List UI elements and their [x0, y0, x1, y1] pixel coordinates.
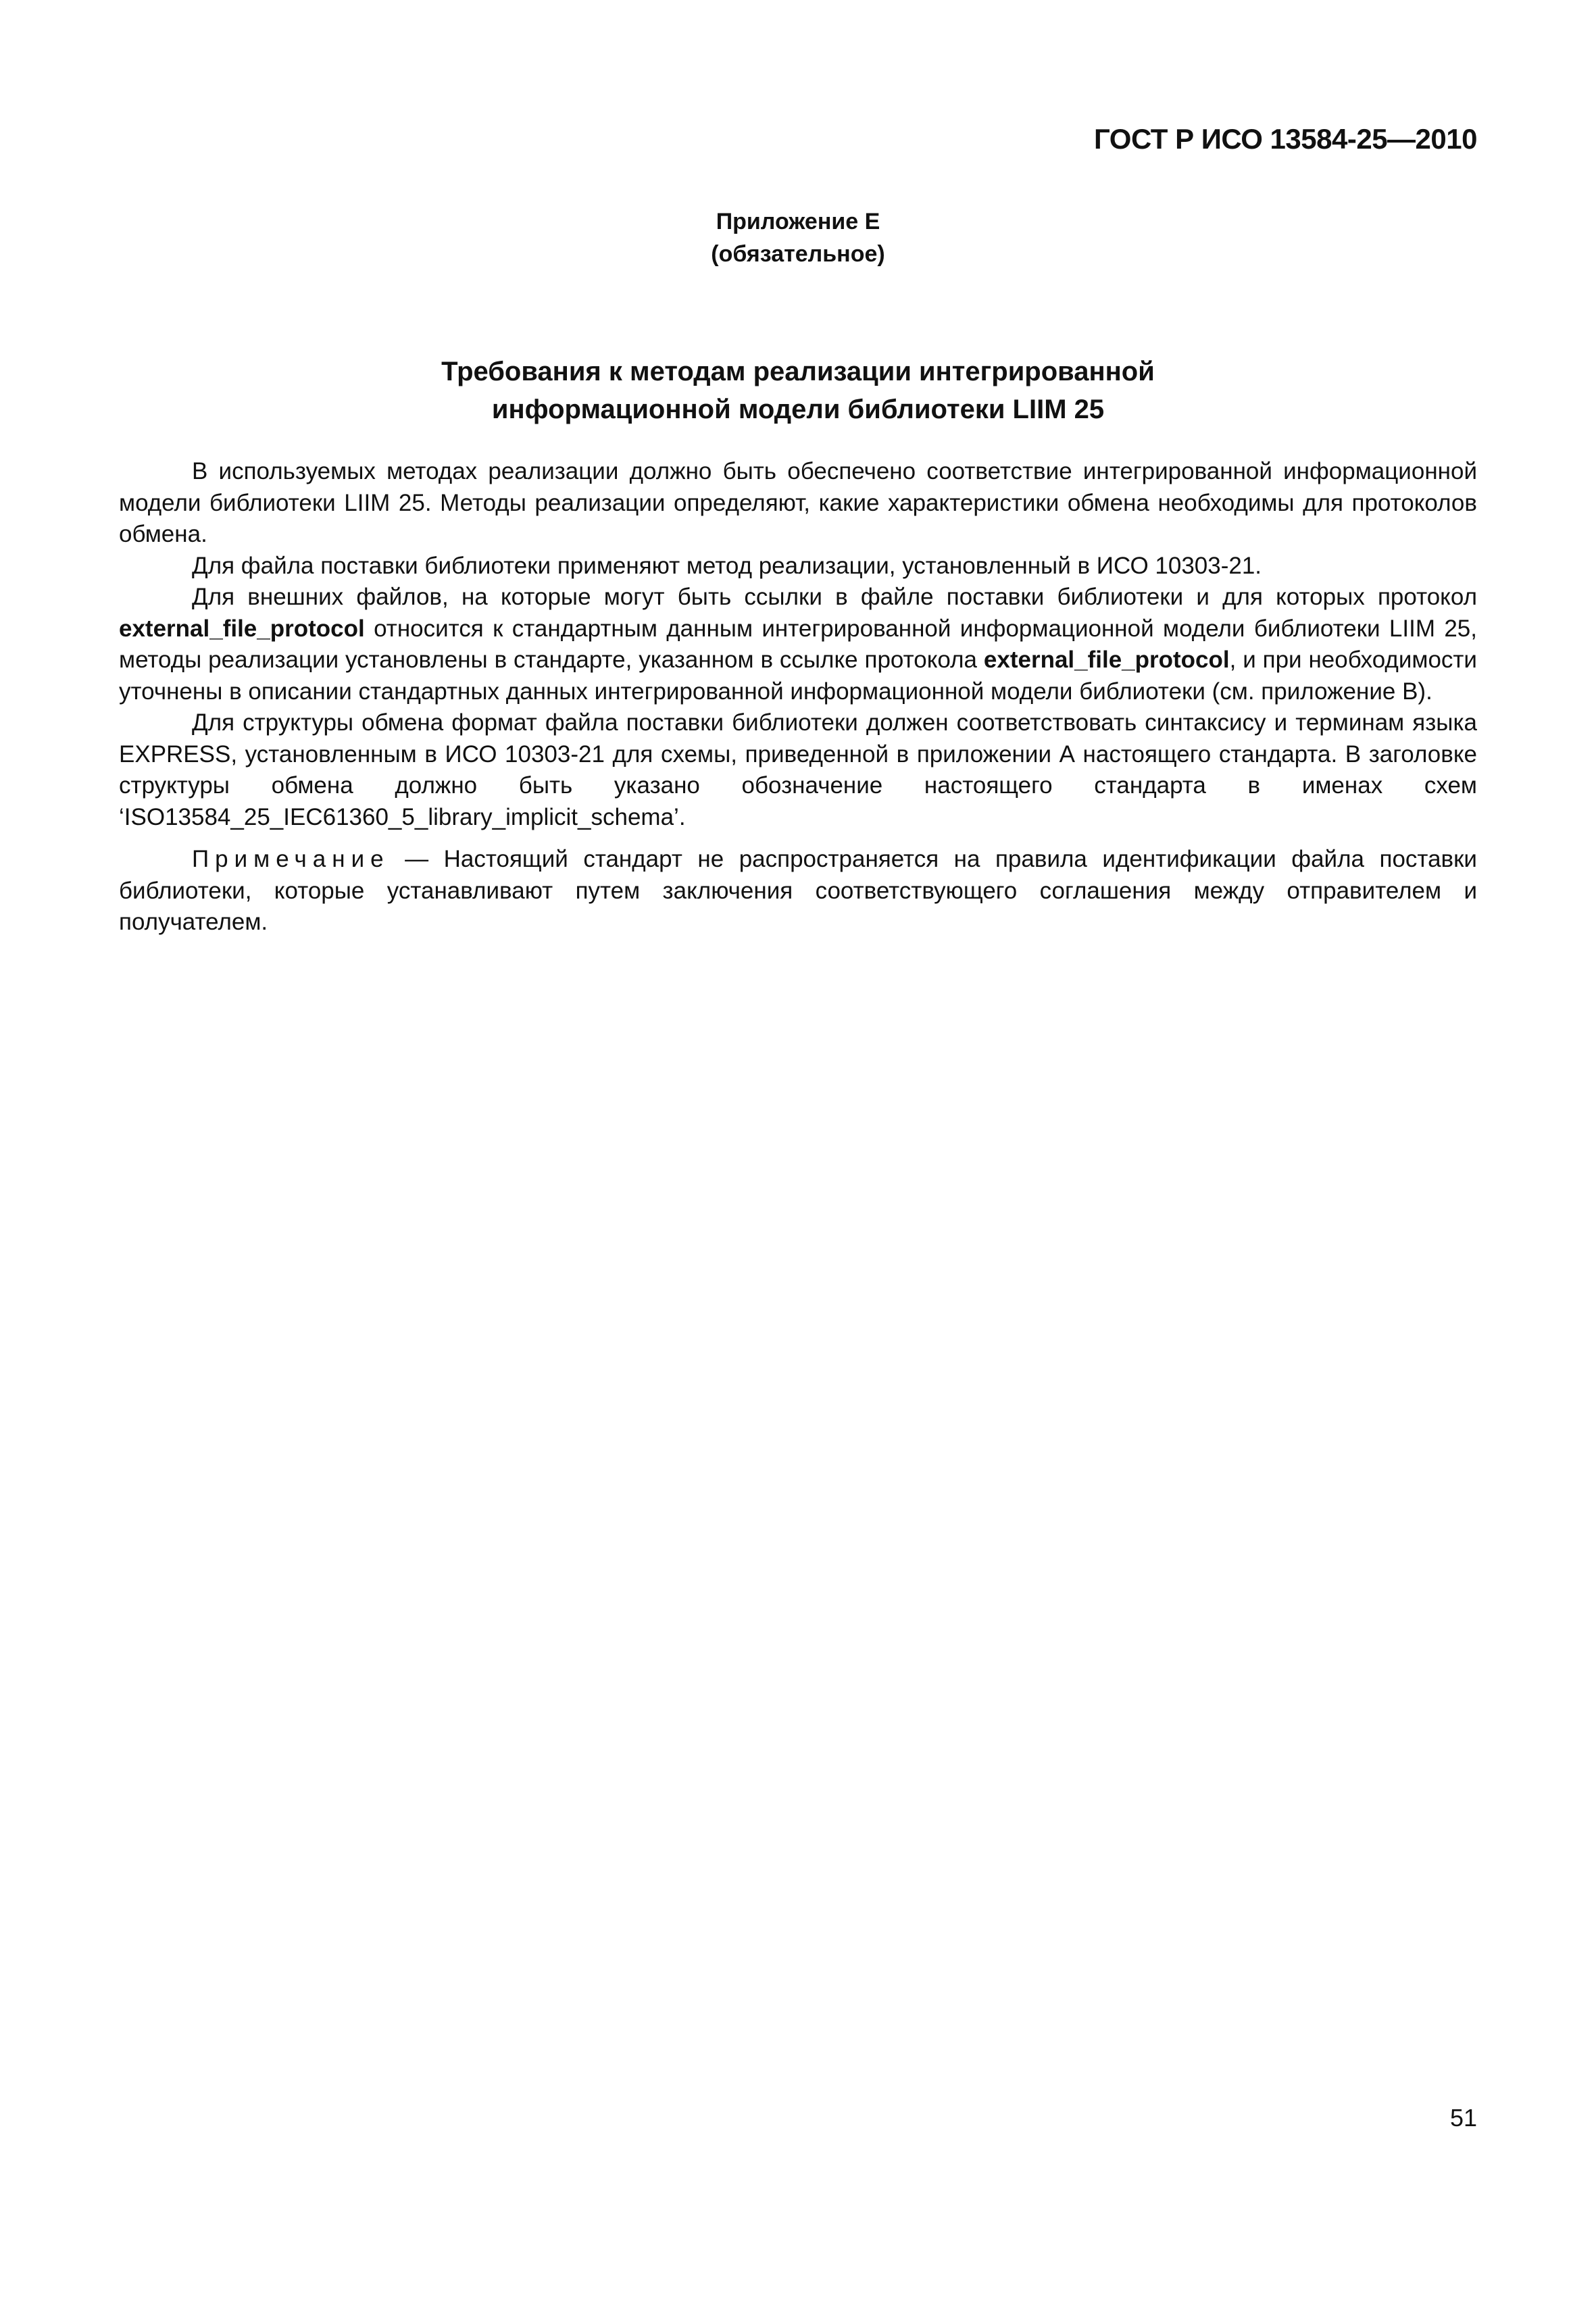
appendix-heading	[0, 205, 1596, 270]
appendix-label: Приложение Е	[716, 209, 880, 234]
section-title	[0, 353, 1596, 428]
page-number: 51	[1449, 2104, 1477, 2132]
protocol-term-2: external_file_protocol	[983, 647, 1230, 673]
section-title-line-1: Требования к методам реализации интегрированной	[441, 357, 1155, 386]
paragraph-3-text-1: Для внешних файлов, на которые могут быть ссылки в файле поставки библиотеки и для которых протокол	[192, 584, 1477, 610]
paragraph-3-text-2: относится к стандартным данным интегрированной информационной модели библиотеки LIIM 25, методы реализации установлены в стандарте, указанном в ссылке протокола	[119, 615, 1477, 673]
section-title-line-2: информационной модели библиотеки LIIM 25	[491, 395, 1105, 424]
note-paragraph	[119, 844, 1477, 938]
note-label: Примечание	[192, 846, 390, 872]
paragraph-4: Для структуры обмена формат файла поставки библиотеки должен соответствовать синтаксису и терминам языка EXPRESS, установленным в ИСО 10303-21 для схемы, приведенной в приложении А настоящего стандарта. В заголовке структуры обмена должно быть указано обозначение настоящего стандарта в именах схем ‘ISO13584_25_IEC61360_5_library_implicit_schema’.	[119, 709, 1477, 830]
paragraph-3-text-3: , и при необходимости уточнены в описании стандартных данных интегрированной информационной модели библиотеки (см. приложение В).	[119, 647, 1477, 705]
paragraph-2: Для файла поставки библиотеки применяют метод реализации, установленный в ИСО 10303-21.	[192, 552, 1262, 579]
appendix-status: (обязательное)	[711, 241, 885, 267]
paragraph-3	[119, 582, 1477, 707]
document-code: ГОСТ Р ИСО 13584-25—2010	[1094, 123, 1477, 155]
protocol-term-1: external_file_protocol	[119, 615, 365, 642]
body-text	[119, 456, 1477, 938]
paragraph-1: В используемых методах реализации должно быть обеспечено соответствие интегрированной информационной модели библиотеки LIIM 25. Методы реализации определяют, какие характеристики обмена необходимы для протоколов обмена.	[119, 458, 1477, 547]
note-text: — Настоящий стандарт не распространяется на правила идентификации файла поставки библиотеки, которые устанавливают путем заключения соответствующего соглашения между отправителем и получателем.	[119, 846, 1477, 935]
